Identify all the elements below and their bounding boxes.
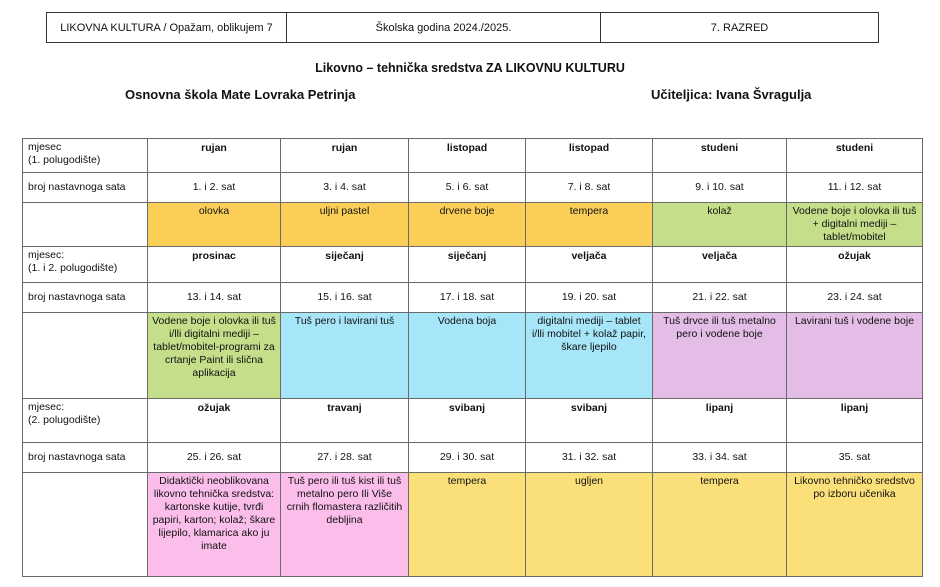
header-subject: LIKOVNA KULTURA / Opažam, oblikujem 7	[47, 13, 287, 43]
material-cell: Lavirani tuš i vodene boje	[787, 313, 923, 399]
material-cell: digitalni mediji – tablet i/lli mobitel + kolaž papir, škare ljepilo	[526, 313, 653, 399]
month-cell: ožujak	[148, 399, 281, 443]
lesson-cell: 19. i 20. sat	[526, 283, 653, 313]
lesson-cell: 33. i 34. sat	[653, 443, 787, 473]
month-label-line: (2. polugodište)	[28, 414, 101, 426]
month-label	[23, 247, 148, 283]
material-cell: Tuš drvce ili tuš metalno pero i vodene boje	[653, 313, 787, 399]
lesson-row	[23, 283, 923, 313]
month-cell: siječanj	[281, 247, 409, 283]
lesson-cell: 25. i 26. sat	[148, 443, 281, 473]
material-cell: olovka	[148, 203, 281, 247]
lesson-cell: 31. i 32. sat	[526, 443, 653, 473]
month-label	[23, 399, 148, 443]
month-label-line: mjesec	[28, 141, 62, 153]
month-cell: svibanj	[409, 399, 526, 443]
lesson-cell: 17. i 18. sat	[409, 283, 526, 313]
lesson-label: broj nastavnoga sata	[23, 283, 148, 313]
month-label-line: (1. i 2. polugodište)	[28, 262, 118, 274]
lesson-cell: 35. sat	[787, 443, 923, 473]
material-cell: Vodena boja	[409, 313, 526, 399]
material-cell: Tuš pero i lavirani tuš	[281, 313, 409, 399]
lesson-cell: 29. i 30. sat	[409, 443, 526, 473]
month-cell: listopad	[409, 139, 526, 173]
materials-label-empty	[23, 473, 148, 577]
school-name: Osnovna škola Mate Lovraka Petrinja	[125, 87, 356, 102]
lesson-cell: 23. i 24. sat	[787, 283, 923, 313]
material-cell: ugljen	[526, 473, 653, 577]
lesson-cell: 13. i 14. sat	[148, 283, 281, 313]
month-cell: prosinac	[148, 247, 281, 283]
lesson-cell: 3. i 4. sat	[281, 173, 409, 203]
month-label-line: mjesec:	[28, 249, 65, 261]
lesson-cell: 1. i 2. sat	[148, 173, 281, 203]
header-school-year: Školska godina 2024./2025.	[287, 13, 601, 43]
lesson-cell: 21. i 22. sat	[653, 283, 787, 313]
materials-row	[23, 203, 923, 247]
lesson-label: broj nastavnoga sata	[23, 443, 148, 473]
lesson-cell: 9. i 10. sat	[653, 173, 787, 203]
month-row	[23, 247, 923, 283]
month-label-line: (1. polugodište)	[28, 154, 101, 166]
page-title: Likovno – tehnička sredstva ZA LIKOVNU KULTURU	[315, 61, 625, 75]
material-cell: tempera	[409, 473, 526, 577]
month-cell: lipanj	[787, 399, 923, 443]
lesson-cell: 5. i 6. sat	[409, 173, 526, 203]
materials-row	[23, 473, 923, 577]
materials-row	[23, 313, 923, 399]
month-cell: lipanj	[653, 399, 787, 443]
month-cell: svibanj	[526, 399, 653, 443]
lesson-label: broj nastavnoga sata	[23, 173, 148, 203]
month-cell: rujan	[281, 139, 409, 173]
month-cell: listopad	[526, 139, 653, 173]
material-cell: uljni pastel	[281, 203, 409, 247]
teacher-name: Učiteljica: Ivana Švragulja	[651, 87, 812, 102]
material-cell: Didaktički neoblikovana likovno tehnička sredstva: kartonske kutije, tvrđi papiri, karton; kolaž; škare lijepilo, klamarica ako ju imate	[148, 473, 281, 577]
lesson-row	[23, 173, 923, 203]
month-cell: studeni	[787, 139, 923, 173]
lesson-plan-table	[22, 138, 923, 577]
header-grade: 7. RAZRED	[601, 13, 879, 43]
month-row	[23, 139, 923, 173]
month-cell: rujan	[148, 139, 281, 173]
month-cell: travanj	[281, 399, 409, 443]
material-cell: Vodene boje i olovka ili tuš + digitalni mediji – tablet/mobitel	[787, 203, 923, 247]
material-cell: Vodene boje i olovka ili tuš i/lli digitalni mediji – tablet/mobitel-programi za crtanje Paint ili slična aplikacija	[148, 313, 281, 399]
lesson-row	[23, 443, 923, 473]
material-cell: tempera	[653, 473, 787, 577]
month-cell: studeni	[653, 139, 787, 173]
materials-label-empty	[23, 313, 148, 399]
month-cell: siječanj	[409, 247, 526, 283]
header-table	[46, 12, 879, 43]
material-cell: Tuš pero ili tuš kist ili tuš metalno pero Ili Više crnih flomastera različitih debljina	[281, 473, 409, 577]
materials-label-empty	[23, 203, 148, 247]
material-cell: kolaž	[653, 203, 787, 247]
month-row	[23, 399, 923, 443]
month-cell: veljača	[653, 247, 787, 283]
month-cell: ožujak	[787, 247, 923, 283]
month-label-line: mjesec:	[28, 401, 65, 413]
material-cell: drvene boje	[409, 203, 526, 247]
month-label	[23, 139, 148, 173]
lesson-cell: 15. i 16. sat	[281, 283, 409, 313]
lesson-cell: 27. i 28. sat	[281, 443, 409, 473]
material-cell: tempera	[526, 203, 653, 247]
month-cell: veljača	[526, 247, 653, 283]
lesson-cell: 11. i 12. sat	[787, 173, 923, 203]
material-cell: Likovno tehničko sredstvo po izboru učenika	[787, 473, 923, 577]
lesson-cell: 7. i 8. sat	[526, 173, 653, 203]
